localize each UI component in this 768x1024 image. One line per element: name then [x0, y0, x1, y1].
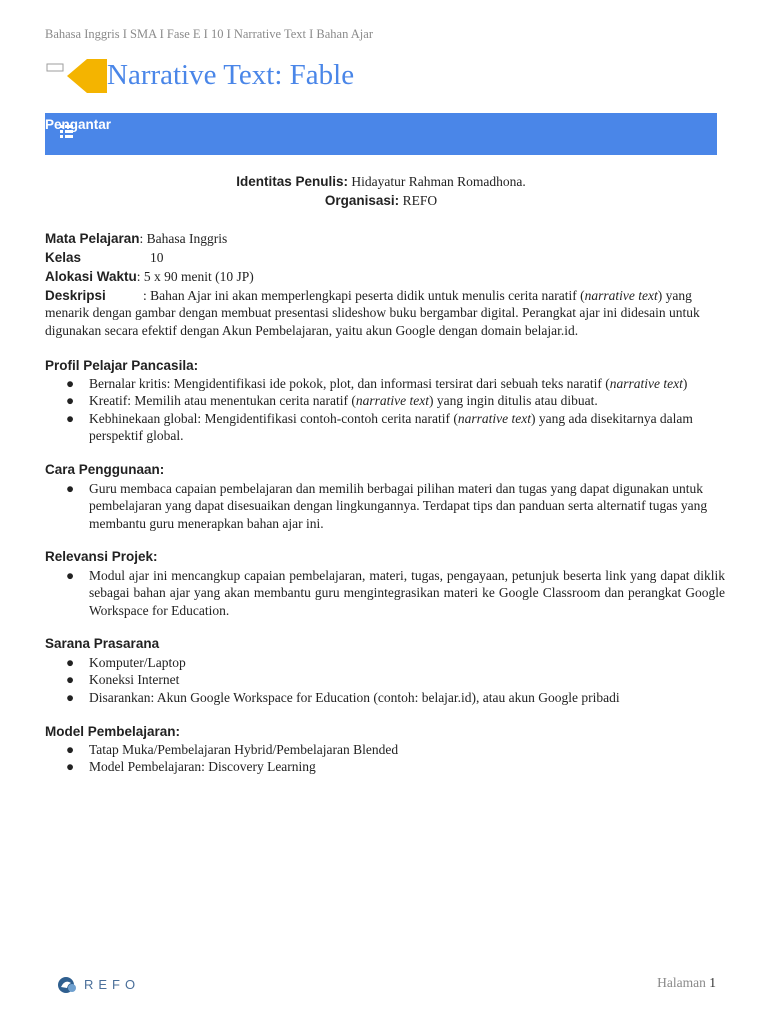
item-text: Modul ajar ini mencangkup capaian pembelajaran, materi, tugas, pengayaan, petunjuk beserta link yang dapat diklik sebagai bahan ajar yang akan membantu guru mengintegrasikan materi ke Google Classroom dan perangkat Google Workspace for Education. — [89, 568, 725, 618]
description-label: Deskripsi — [45, 288, 106, 303]
item-text: Tatap Muka/Pembelajaran Hybrid/Pembelajaran Blended — [89, 742, 399, 757]
document-breadcrumb: Bahasa Inggris I SMA I Fase E I 10 I Narrative Text I Bahan Ajar — [45, 27, 373, 41]
list-item — [45, 567, 725, 619]
list-item — [45, 392, 725, 409]
model-list — [45, 741, 725, 776]
author-value: Hidayatur Rahman Romadhona. — [351, 174, 526, 189]
refo-logo-icon — [56, 975, 80, 995]
sarana-list — [45, 654, 725, 706]
description-italic: narrative text — [584, 288, 658, 303]
bullet-icon: ● — [66, 672, 75, 688]
time-label: Alokasi Waktu — [45, 269, 137, 284]
item-italic: narrative text — [609, 376, 683, 391]
page-number — [657, 975, 716, 991]
footer-logo-text: REFO — [84, 977, 141, 992]
profil-list — [45, 375, 725, 445]
list-item — [45, 689, 725, 706]
description-text: : Bahan Ajar ini akan memperlengkapi peserta didik untuk menulis cerita naratif ( — [143, 288, 585, 303]
item-text-end: ) yang ingin ditulis atau dibuat. — [429, 393, 598, 409]
item-text-end: ) — [682, 376, 688, 391]
bullet-icon: ● — [66, 759, 75, 775]
time-row — [45, 268, 254, 285]
list-item — [45, 758, 725, 775]
cara-list — [45, 480, 725, 532]
class-row — [45, 249, 164, 266]
list-item — [45, 375, 725, 392]
list-item — [45, 671, 725, 688]
bullet-icon: ● — [66, 410, 75, 426]
profil-title: Profil Pelajar Pancasila: — [45, 358, 199, 373]
sarana-title: Sarana Prasarana — [45, 636, 160, 651]
list-item — [45, 741, 725, 758]
item-text: Guru membaca capaian pembelajaran dan memilih berbagai pilihan materi dan tugas yang dapat digunakan untuk pembelajaran yang dapat disesuaikan dengan lingkungannya. Terdapat tips dan panduan serta alternatif tugas yang membantu guru menerapkan bahan ajar ini. — [89, 481, 708, 531]
banner-label: Pengantar — [45, 117, 112, 132]
model-title: Model Pembelajaran: — [45, 724, 181, 739]
relevansi-list — [45, 567, 725, 619]
bullet-icon: ● — [66, 742, 75, 757]
item-text-end: ) yang ada disekitarnya dalam perspektif global. — [89, 410, 693, 444]
section-banner — [45, 113, 717, 155]
bullet-icon: ● — [66, 568, 75, 583]
description-text-end: ) yang menarik dengan gambar dengan membuat presentasi slideshow buku bergambar digital. Perangkat ajar ini didesain untuk digunakan secara efektif dengan Akun Pembelajaran, yaitu akun Google dengan domain belajar.id. — [45, 288, 700, 338]
item-text: Bernalar kritis: Mengidentifikasi ide pokok, plot, dan informasi tersirat dari sebuah teks naratif ( — [89, 376, 610, 391]
item-text: Koneksi Internet — [89, 672, 180, 688]
page-label: Halaman — [657, 975, 706, 990]
subject-row — [45, 230, 227, 247]
item-text: Model Pembelajaran: Discovery Learning — [89, 759, 316, 775]
author-line — [45, 174, 717, 190]
subject-label: Mata Pelajaran — [45, 231, 140, 246]
organization-value: REFO — [402, 193, 438, 208]
page-title: Narrative Text: Fable — [107, 59, 355, 91]
bullet-icon: ● — [66, 689, 75, 705]
author-label: Identitas Penulis: — [236, 174, 349, 189]
arrow-tag-icon — [45, 56, 107, 96]
bullet-icon: ● — [66, 376, 75, 391]
item-italic: narrative text — [457, 410, 531, 426]
description — [45, 287, 725, 339]
time-value: : 5 x 90 menit (10 JP) — [136, 269, 254, 284]
item-italic: narrative text — [355, 393, 429, 409]
item-text: Disarankan: Akun Google Workspace for Education (contoh: belajar.id), atau akun Google pribadi — [89, 689, 620, 705]
page-number-value: 1 — [709, 975, 716, 990]
cara-title: Cara Penggunaan: — [45, 462, 165, 477]
bullet-icon: ● — [66, 481, 75, 496]
class-label: Kelas — [45, 250, 82, 265]
item-text: Kreatif: Memilih atau menentukan cerita naratif ( — [89, 393, 356, 409]
bullet-icon: ● — [66, 655, 75, 670]
organization-line — [45, 193, 717, 209]
organization-label: Organisasi: — [324, 193, 400, 208]
class-value: 10 — [150, 250, 164, 265]
title-row — [45, 56, 725, 96]
list-item — [45, 654, 725, 671]
item-text: Komputer/Laptop — [89, 655, 186, 670]
item-text: Kebhinekaan global: Mengidentifikasi contoh-contoh cerita naratif ( — [89, 410, 458, 426]
subject-value: : Bahasa Inggris — [139, 231, 228, 246]
list-item — [45, 480, 725, 532]
relevansi-title: Relevansi Projek: — [45, 549, 158, 564]
list-item — [45, 410, 725, 445]
bullet-icon: ● — [66, 393, 75, 409]
